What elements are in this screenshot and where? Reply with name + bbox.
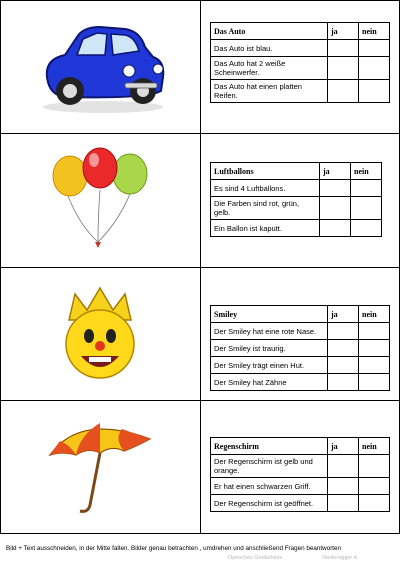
table-row	[211, 220, 382, 237]
yes-checkbox[interactable]	[328, 80, 359, 103]
umbrella-picture	[0, 401, 200, 534]
yes-header: ja	[320, 163, 351, 180]
question-text: Es sind 4 Luftballons.	[211, 180, 320, 197]
yes-checkbox[interactable]	[320, 220, 351, 237]
table-row	[211, 478, 390, 495]
question-text: Der Regenschirm ist gelb und orange.	[211, 455, 328, 478]
footer-author: Niederegger A.	[322, 555, 359, 561]
question-text: Der Smiley ist traurig.	[211, 340, 328, 357]
no-checkbox[interactable]	[351, 197, 382, 220]
yes-checkbox[interactable]	[328, 340, 359, 357]
table-row	[211, 180, 382, 197]
question-table-luftballons	[210, 162, 382, 237]
table-row	[211, 80, 390, 103]
no-checkbox[interactable]	[359, 323, 390, 340]
question-table-auto	[210, 22, 390, 103]
no-checkbox[interactable]	[351, 220, 382, 237]
yes-checkbox[interactable]	[320, 180, 351, 197]
yes-checkbox[interactable]	[328, 495, 359, 512]
table-row	[211, 57, 390, 80]
question-text: Der Regenschirm ist geöffnet.	[211, 495, 328, 512]
table-row	[211, 455, 390, 478]
table-row	[211, 495, 390, 512]
yes-checkbox[interactable]	[328, 374, 359, 391]
yes-checkbox[interactable]	[328, 323, 359, 340]
table-row	[211, 197, 382, 220]
table-title: Smiley	[211, 306, 328, 323]
footer-instruction: Bild + Text ausschneiden, in der Mitte falten. Bilder genau betrachten , umdrehen und anschließend Fragen beantworten	[6, 545, 342, 552]
question-text: Er hat einen schwarzen Griff.	[211, 478, 328, 495]
no-checkbox[interactable]	[359, 374, 390, 391]
question-text: Der Smiley hat Zähne	[211, 374, 328, 391]
no-header: nein	[359, 23, 390, 40]
table-header-row	[211, 438, 390, 455]
no-checkbox[interactable]	[359, 40, 390, 57]
yes-header: ja	[328, 438, 359, 455]
no-checkbox[interactable]	[359, 340, 390, 357]
no-checkbox[interactable]	[359, 495, 390, 512]
no-checkbox[interactable]	[359, 478, 390, 495]
table-title: Regenschirm	[211, 438, 328, 455]
table-header-row	[211, 163, 382, 180]
table-row	[211, 340, 390, 357]
balloons-picture	[0, 134, 200, 267]
table-row	[211, 374, 390, 391]
car-picture	[0, 0, 200, 133]
yes-checkbox[interactable]	[328, 40, 359, 57]
question-text: Der Smiley hat eine rote Nase.	[211, 323, 328, 340]
footer-source: Opesches Gedächtnis	[228, 555, 283, 561]
yes-checkbox[interactable]	[328, 57, 359, 80]
no-checkbox[interactable]	[359, 80, 390, 103]
question-text: Die Farben sind rot, grün, gelb.	[211, 197, 320, 220]
no-header: nein	[359, 438, 390, 455]
question-text: Das Auto hat 2 weiße Scheinwerfer.	[211, 57, 328, 80]
question-table-smiley	[210, 305, 390, 391]
smiley-picture	[0, 268, 200, 401]
no-checkbox[interactable]	[359, 57, 390, 80]
yes-checkbox[interactable]	[320, 197, 351, 220]
yes-checkbox[interactable]	[328, 478, 359, 495]
table-header-row	[211, 306, 390, 323]
yes-header: ja	[328, 23, 359, 40]
question-text: Das Auto hat einen platten Reifen.	[211, 80, 328, 103]
fold-line	[200, 0, 201, 534]
no-header: nein	[351, 163, 382, 180]
yes-header: ja	[328, 306, 359, 323]
table-row	[211, 357, 390, 374]
question-text: Ein Ballon ist kaputt.	[211, 220, 320, 237]
yes-checkbox[interactable]	[328, 357, 359, 374]
question-table-regenschirm	[210, 437, 390, 512]
question-text: Der Smiley trägt einen Hut.	[211, 357, 328, 374]
question-text: Das Auto ist blau.	[211, 40, 328, 57]
no-checkbox[interactable]	[359, 455, 390, 478]
table-row	[211, 323, 390, 340]
table-row	[211, 40, 390, 57]
no-header: nein	[359, 306, 390, 323]
table-title: Das Auto	[211, 23, 328, 40]
yes-checkbox[interactable]	[328, 455, 359, 478]
no-checkbox[interactable]	[359, 357, 390, 374]
table-header-row	[211, 23, 390, 40]
table-title: Luftballons	[211, 163, 320, 180]
no-checkbox[interactable]	[351, 180, 382, 197]
